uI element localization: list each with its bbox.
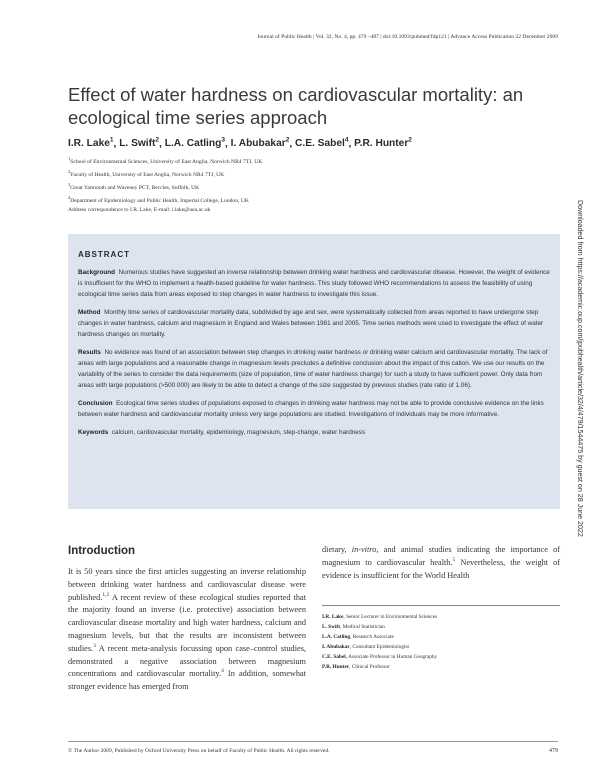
abstract-results: Results No evidence was found of an association between step changes in drinking water hardness or drinking water calcium and cardiovascular mortality. The lack of areas with large populations and a reasonable change in magnesium levels precludes a definitive conclusion about the impact of this cation. We use our results on the variability of the series to consider the data requirements (size of population, time of water hardness change) for such a study to have sufficient power. Only data from areas with large populations (>500 000) are likely to be able to detect a change of the size suggested by previous studies (rate ratio of 1.06).	[78, 349, 548, 389]
abstract-background: Background Numerous studies have suggested an inverse relationship between drinking water hardness and cardiovascular disease. However, the weight of evidence is insufficient for the WHO to implement a health-based guideline for water hardness. This study followed WHO recommendations to assess the feasibility of using ecological time series data from areas exposed to step changes in water hardness to investigate this issue.	[78, 269, 550, 298]
abstract-keywords: Keywords calcium, cardiovascular mortality, epidemiology, magnesium, step-change, water hardness	[78, 429, 366, 436]
page-number: 479	[549, 748, 558, 754]
author[interactable]: L. Swift$^2$	[119, 137, 160, 150]
citation-link[interactable]: 3	[93, 643, 96, 650]
download-watermark	[570, 200, 588, 700]
section-heading-introduction: Introduction	[68, 545, 136, 557]
correspondence-address: Address correspondence to I.R. Lake, E-mail: i.lake@uea.ac.uk	[68, 207, 211, 214]
citation-link[interactable]: 5	[452, 557, 456, 564]
journal-header: Journal of Public Health | Vol. 32, No. 4, pp. 479 –487 | doi:10.1093/pubmed/fdp121 | Advance Access Publication 22 December 2009	[257, 34, 558, 40]
affiliation: $^3$Great Yarmouth and Waveney PCT, Beccles, Suffolk, UK	[68, 182, 200, 191]
abstract-method: Method Monthly time series of cardiovascular mortality data, subdivided by age and sex, were systematically collected from areas reported to have undergone step changes in water hardness, calcium and magnesium in England and Wales between 1981 and 2005. Time series methods were used to investigate the effect of water hardness changes on mortality.	[78, 309, 544, 338]
author[interactable]: I. Abubakar$^2$	[230, 137, 290, 150]
body-column-left: It is 50 years since the first articles suggesting an inverse relationship between drinking water hardness and cardiovascular disease were published.$^{1,2}$ A recent review of these ecological studies reported that the majority found an inverse (i.e. protective) association between cardiovascular disease mortality and high water hardness, calcium and magnesium levels, but that the results are inconsistent between studies.$^3$ A recent meta-analysis focussing upon case–control studies, demonstrated a negative association between magnesium concentrations and cardiovascular mortality.$^4$ In addition, somewhat stronger evidence has emerged from	[68, 567, 307, 692]
article-title: Effect of water hardness on cardiovascular mortality: an ecological time series approach	[68, 84, 524, 128]
author-note: L.A. Catling, Research Associate	[322, 634, 394, 640]
author[interactable]: I.R. Lake$^1$	[68, 137, 114, 150]
download-watermark-text: Downloaded from https://academic.oup.com/jpubhealth/article/32/4/479/1544475 by guest on 28 June 2022	[576, 200, 584, 537]
author-notes	[322, 605, 560, 672]
affiliation: $^4$Department of Epidemiology and Public Health, Imperial College, London, UK	[68, 195, 249, 205]
affiliations	[68, 154, 538, 215]
abstract-conclusion: Conclusion Ecological time series studies of populations exposed to changes in drinking water hardness may not be able to provide conclusive evidence on the links between water hardness and cardiovascular mortality unless very large populations are studied. Investigations of individuals may be more informative.	[78, 400, 544, 418]
author[interactable]: C.E. Sabel$^4$	[295, 137, 349, 150]
affiliation: $^1$School of Environmental Sciences, University of East Anglia, Norwich NR4 7TJ, UK	[68, 156, 263, 165]
abstract-heading: ABSTRACT	[78, 250, 130, 259]
page-footer	[68, 741, 558, 754]
author[interactable]: P.R. Hunter$^2$	[354, 137, 412, 150]
affiliation: $^2$Faculty of Health, University of East Anglia, Norwich NR4 7TJ, UK	[68, 169, 225, 178]
author-list: I.R. Lake$^1$, L. Swift$^2$, L.A. Catling$^3$, I. Abubakar$^2$, C.E. Sabel$^4$, P.R. Hunter$^2$	[68, 137, 412, 150]
abstract-box	[68, 234, 560, 509]
author-note: I. Abubakar, Consultant Epidemiologist	[322, 644, 409, 650]
citation-link[interactable]: 1,2	[102, 591, 110, 598]
copyright-notice: © The Author 2009, Published by Oxford University Press on behalf of Faculty of Public Health. All rights reserved.	[68, 748, 330, 754]
body-column-right: dietary, in-vitro, and animal studies indicating the importance of magnesium to cardiovascular health.$^5$ Nevertheless, the weight of evidence is insufficient for the World Health	[322, 545, 560, 580]
author-note: I.R. Lake, Senior Lecturer in Environmental Sciences	[322, 614, 438, 620]
author-note: C.E. Sabel, Associate Professor in Human Geography	[322, 654, 438, 660]
author-note: P.R. Hunter, Clinical Professor	[322, 664, 390, 670]
citation-link[interactable]: 4	[221, 668, 224, 675]
author-note: L. Swift, Medical Statistician	[322, 624, 385, 630]
author[interactable]: L.A. Catling$^3$	[164, 137, 225, 150]
